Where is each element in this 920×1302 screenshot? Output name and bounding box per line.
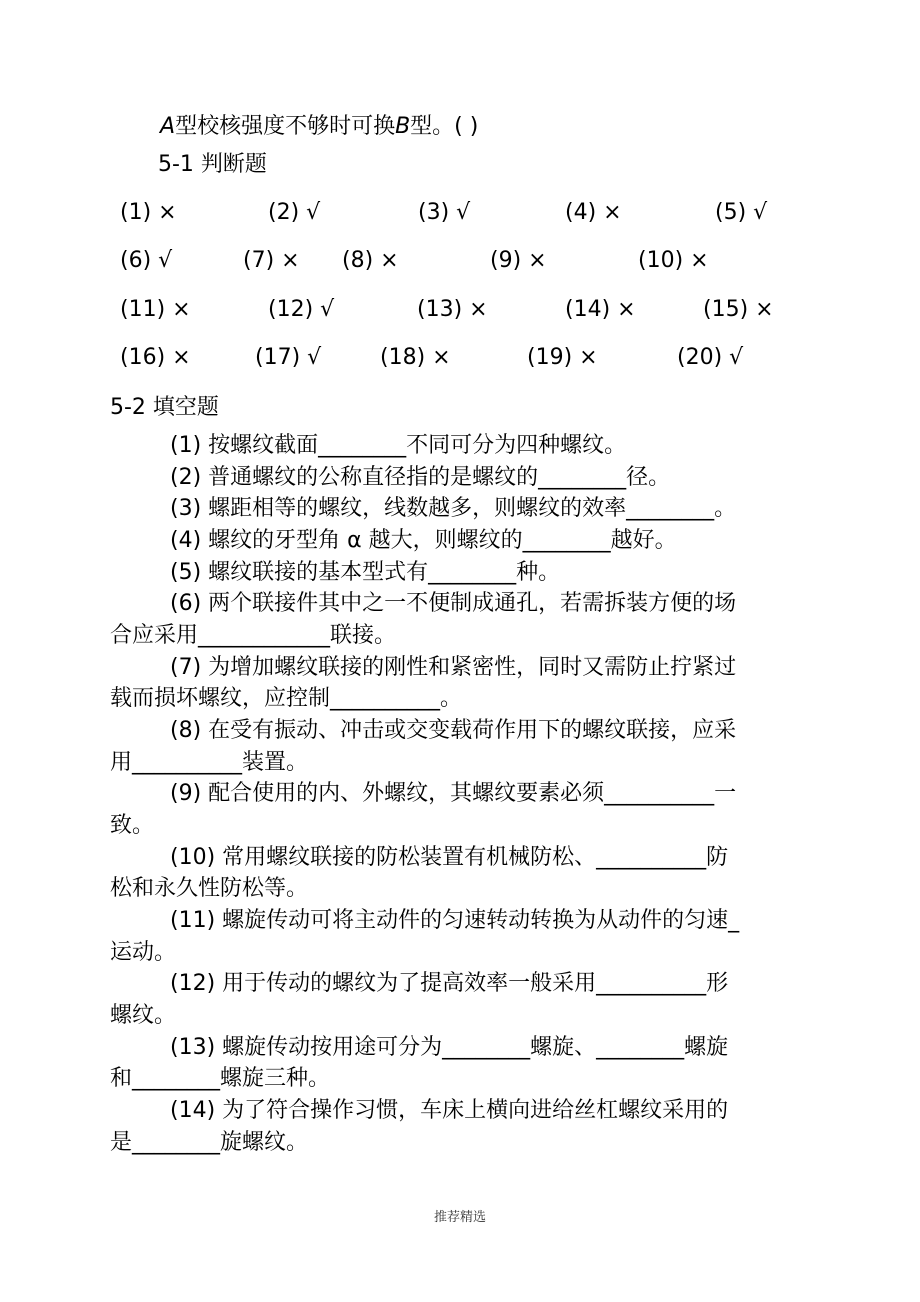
fill-question: (1) 按螺纹截面________不同可分为四种螺纹。	[170, 433, 627, 458]
judge-answer: (2) √	[268, 200, 321, 225]
judge-answer: (8) ×	[342, 248, 399, 273]
judge-answer: (19) ×	[527, 345, 598, 370]
judge-row	[0, 200, 920, 230]
fill-question: (5) 螺纹联接的基本型式有________种。	[170, 560, 561, 585]
judge-answer: (5) √	[715, 200, 768, 225]
fill-question: (4) 螺纹的牙型角 α 越大，则螺纹的________越好。	[170, 528, 677, 553]
judge-answer: (20) √	[677, 345, 744, 370]
fill-question-cont: 松和永久性防松等。	[110, 876, 309, 901]
fill-question-cont: 致。	[110, 813, 155, 838]
fill-question: (8) 在受有振动、冲击或交变载荷作用下的螺纹联接，应采	[170, 718, 737, 743]
fill-question: (3) 螺距相等的螺纹，线数越多，则螺纹的效率________。	[170, 496, 737, 521]
intro-text-1: 型校核强度不够时可换	[175, 114, 396, 139]
judge-answer: (12) √	[268, 297, 335, 322]
fill-question: (6) 两个联接件其中之一不便制成通孔，若需拆装方便的场	[170, 591, 737, 616]
intro-line	[160, 114, 478, 140]
judge-answer: (6) √	[120, 248, 173, 273]
judge-row	[0, 345, 920, 375]
fill-question-cont: 是________旋螺纹。	[110, 1130, 309, 1155]
fill-question: (10) 常用螺纹联接的防松装置有机械防松、__________防	[170, 845, 729, 870]
fill-question-cont: 载而损坏螺纹，应控制__________。	[110, 686, 463, 711]
fill-question: (9) 配合使用的内、外螺纹，其螺纹要素必须__________一	[170, 781, 737, 806]
judge-answer: (14) ×	[565, 297, 636, 322]
judge-row	[0, 297, 920, 327]
fill-question: (11) 螺旋传动可将主动件的匀速转动转换为从动件的匀速_	[170, 908, 740, 933]
fill-question: (13) 螺旋传动按用途可分为________螺旋、________螺旋	[170, 1035, 729, 1060]
judge-answer: (11) ×	[120, 297, 191, 322]
fill-question: (2) 普通螺纹的公称直径指的是螺纹的________径。	[170, 465, 671, 490]
fill-question-cont: 和________螺旋三种。	[110, 1066, 331, 1091]
intro-b-letter: B	[395, 114, 411, 139]
fill-question: (12) 用于传动的螺纹为了提高效率一般采用__________形	[170, 971, 729, 996]
judge-answer: (9) ×	[490, 248, 547, 273]
judge-answer: (18) ×	[380, 345, 451, 370]
judge-answer: (13) ×	[417, 297, 488, 322]
judge-answer: (3) √	[418, 200, 471, 225]
judge-heading: 5-1 判断题	[158, 152, 267, 177]
judge-answer: (15) ×	[703, 297, 774, 322]
fill-question: (14) 为了符合操作习惯，车床上横向进给丝杠螺纹采用的	[170, 1098, 729, 1123]
judge-answer: (16) ×	[120, 345, 191, 370]
intro-text-2: 型。( )	[410, 114, 479, 139]
fill-question-cont: 运动。	[110, 940, 177, 965]
judge-answer: (4) ×	[565, 200, 622, 225]
fill-question-cont: 合应采用____________联接。	[110, 623, 397, 648]
intro-a-letter: A	[160, 114, 176, 139]
judge-answer: (7) ×	[243, 248, 300, 273]
fill-question-cont: 螺纹。	[110, 1003, 177, 1028]
judge-answer: (17) √	[255, 345, 322, 370]
fill-heading: 5-2 填空题	[110, 395, 219, 420]
fill-question-cont: 用__________装置。	[110, 750, 309, 775]
page-footer: 推荐精选	[433, 1210, 486, 1225]
judge-answer: (10) ×	[638, 248, 709, 273]
judge-row	[0, 248, 920, 278]
judge-answer: (1) ×	[120, 200, 177, 225]
fill-question: (7) 为增加螺纹联接的刚性和紧密性，同时又需防止拧紧过	[170, 655, 737, 680]
